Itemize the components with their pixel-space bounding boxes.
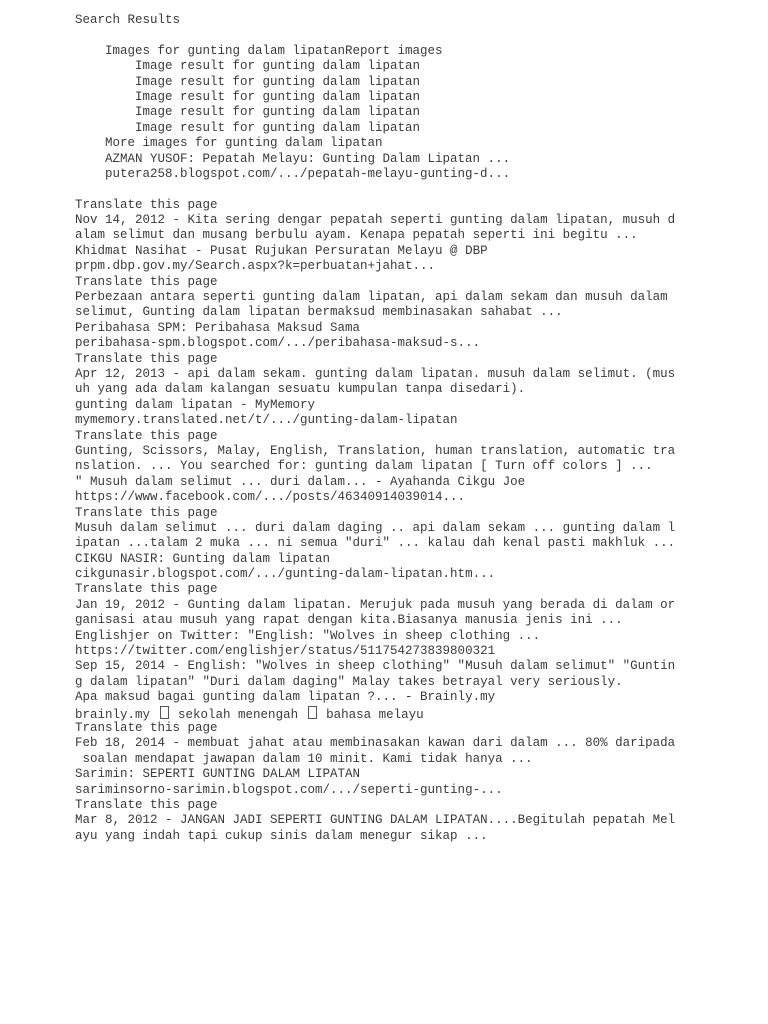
result-url[interactable]: https://twitter.com/englishjer/status/511754273839800321 <box>75 644 496 659</box>
result-url[interactable]: prpm.dbp.gov.my/Search.aspx?k=perbuatan+jahat... <box>75 259 436 274</box>
spacer <box>75 182 755 197</box>
result-title-link[interactable]: CIKGU NASIR: Gunting dalam lipatan <box>75 551 331 566</box>
breadcrumb-item[interactable]: brainly.my <box>75 707 151 721</box>
result-snippet: g dalam lipatan" "Duri dalam daging" Malay takes betrayal very seriously. <box>75 674 623 689</box>
image-result-link[interactable]: Image result for gunting dalam lipatan <box>135 59 421 74</box>
page-heading: Search Results <box>75 13 181 27</box>
result-title-link[interactable]: " Musuh dalam selimut ... duri dalam... - Ayahanda Cikgu Joe <box>75 474 526 489</box>
search-result <box>75 321 755 398</box>
translate-page-link[interactable]: Translate this page <box>75 797 218 812</box>
result-snippet: ipatan ...talam 2 muka ... ni semua "duri" ... kalau dah kenal pasti makhluk ... <box>75 536 676 551</box>
result-snippet: Feb 18, 2014 - membuat jahat atau membinasakan kawan dari dalam ... 80% daripada <box>75 736 676 751</box>
search-result <box>75 629 755 691</box>
result-snippet: Jan 19, 2012 - Gunting dalam lipatan. Merujuk pada musuh yang berada di dalam or <box>75 597 676 612</box>
translate-page-link[interactable]: Translate this page <box>75 428 218 443</box>
result-breadcrumb-url <box>75 706 755 721</box>
result-url[interactable]: cikgunasir.blogspot.com/.../gunting-dalam-lipatan.htm... <box>75 567 496 582</box>
result-url[interactable]: peribahasa-spm.blogspot.com/.../peribahasa-maksud-s... <box>75 336 481 351</box>
result-snippet: Nov 14, 2012 - Kita sering dengar pepatah seperti gunting dalam lipatan, musuh d <box>75 213 676 228</box>
images-block-title[interactable]: Images for gunting dalam lipatanReport images <box>105 43 443 58</box>
result-snippet: Gunting, Scissors, Malay, English, Translation, human translation, automatic tra <box>75 443 676 458</box>
result-title-link[interactable]: gunting dalam lipatan - MyMemory <box>75 397 316 412</box>
result-snippet: selimut, Gunting dalam lipatan bermaksud membinasakan sahabat ... <box>75 305 563 320</box>
more-images-link[interactable]: More images for gunting dalam lipatan <box>105 136 383 151</box>
result-title-link[interactable]: Apa maksud bagai gunting dalam lipatan ?... - Brainly.my <box>75 690 496 705</box>
translate-page-link[interactable]: Translate this page <box>75 505 218 520</box>
result-title-link[interactable]: Khidmat Nasihat - Pusat Rujukan Persuratan Melayu @ DBP <box>75 243 488 258</box>
result-snippet: Apr 12, 2013 - api dalam sekam. gunting dalam lipatan. musuh dalam selimut. (mus <box>75 366 676 381</box>
breadcrumb-item[interactable]: bahasa melayu <box>326 707 424 721</box>
result-title-link[interactable]: Peribahasa SPM: Peribahasa Maksud Sama <box>75 320 361 335</box>
result-snippet: ayu yang indah tapi cukup sinis dalam menegur sikap ... <box>75 828 488 843</box>
image-result-link[interactable]: Image result for gunting dalam lipatan <box>135 74 421 89</box>
result-snippet: Perbezaan antara seperti gunting dalam lipatan, api dalam sekam dan musuh dalam <box>75 290 668 305</box>
translate-page-link[interactable]: Translate this page <box>75 197 218 212</box>
search-result <box>75 398 755 475</box>
result-snippet: nslation. ... You searched for: gunting dalam lipatan [ Turn off colors ] ... <box>75 459 653 474</box>
search-result <box>75 244 755 321</box>
search-result <box>75 198 755 244</box>
spacer <box>75 28 755 43</box>
image-result-link[interactable]: Image result for gunting dalam lipatan <box>135 89 421 104</box>
translate-page-link[interactable]: Translate this page <box>75 351 218 366</box>
translate-page-link[interactable]: Translate this page <box>75 582 218 597</box>
result-title-link[interactable]: AZMAN YUSOF: Pepatah Melayu: Gunting Dalam Lipatan ... <box>105 151 511 166</box>
result-snippet: Mar 8, 2012 - JANGAN JADI SEPERTI GUNTING DALAM LIPATAN....Begitulah pepatah Mel <box>75 813 676 828</box>
translate-page-link[interactable]: Translate this page <box>75 274 218 289</box>
result-snippet: Musuh dalam selimut ... duri dalam daging .. api dalam sekam ... gunting dalam l <box>75 520 676 535</box>
search-result <box>75 690 755 767</box>
result-url[interactable]: mymemory.translated.net/t/.../gunting-dalam-lipatan <box>75 413 458 428</box>
result-url[interactable]: putera258.blogspot.com/.../pepatah-melayu-gunting-d... <box>105 166 511 181</box>
image-result-link[interactable]: Image result for gunting dalam lipatan <box>135 120 421 135</box>
result-snippet: alam selimut dan musang berbulu ayam. Kenapa pepatah seperti ini begitu ... <box>75 228 638 243</box>
images-block <box>75 44 755 183</box>
translate-page-link[interactable]: Translate this page <box>75 720 218 735</box>
image-result-link[interactable]: Image result for gunting dalam lipatan <box>135 105 421 120</box>
search-results-page <box>75 13 755 844</box>
result-url[interactable]: sariminsorno-sarimin.blogspot.com/.../seperti-gunting-... <box>75 782 503 797</box>
breadcrumb-item[interactable]: sekolah menengah <box>178 707 299 721</box>
search-result <box>75 552 755 629</box>
result-url[interactable]: https://www.facebook.com/.../posts/46340914039014... <box>75 490 466 505</box>
result-snippet: soalan mendapat jawapan dalam 10 minit. Kami tidak hanya ... <box>75 751 533 766</box>
missing-glyph-icon <box>308 706 317 719</box>
result-snippet: Sep 15, 2014 - English: "Wolves in sheep clothing" "Musuh dalam selimut" "Guntin <box>75 659 676 674</box>
missing-glyph-icon <box>160 706 169 719</box>
search-result <box>75 767 755 844</box>
result-title-link[interactable]: Sarimin: SEPERTI GUNTING DALAM LIPATAN <box>75 767 361 782</box>
result-title-link[interactable]: Englishjer on Twitter: "English: "Wolves in sheep clothing ... <box>75 628 541 643</box>
search-result <box>75 475 755 552</box>
result-snippet: ganisasi atau musuh yang rapat dengan kita.Biasanya manusia jenis ini ... <box>75 613 623 628</box>
result-snippet: uh yang ada dalam kalangan sesuatu kumpulan tanpa disedari). <box>75 382 526 397</box>
